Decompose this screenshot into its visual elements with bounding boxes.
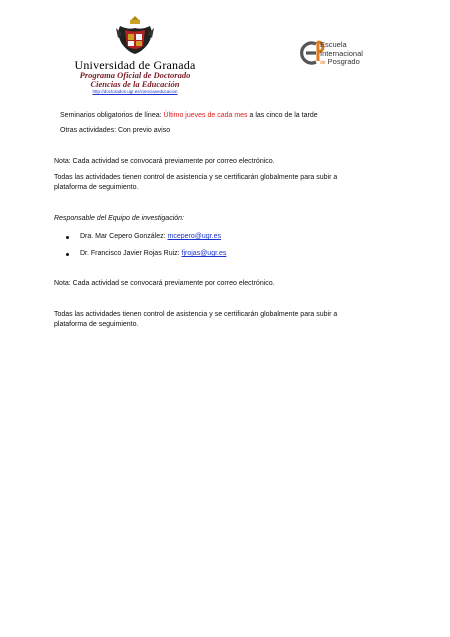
member-1-name: Dra. Mar Cepero González:	[80, 233, 168, 240]
team-member-1	[80, 232, 221, 241]
attendance-1-line-1: Todas las actividades tienen control de asistencia y se certificarán globalmente para subir a	[54, 174, 338, 181]
university-name: Universidad de Granada	[74, 58, 196, 72]
bullet-icon	[66, 236, 69, 239]
attendance-2-line-1: Todas las actividades tienen control de asistencia y se certificarán globalmente para subir a	[54, 311, 338, 318]
attendance-1-line-2: plataforma de seguimiento.	[54, 184, 139, 191]
seminars-highlight: Último jueves de cada mes	[163, 112, 248, 119]
team-heading: Responsable del Equipo de investigación:	[54, 215, 184, 222]
university-crest-icon	[112, 14, 158, 60]
team-member-2	[80, 249, 226, 258]
note-1: Nota: Cada actividad se convocará previamente por correo electrónico.	[54, 158, 275, 165]
school-line-3: de Posgrado	[320, 57, 360, 67]
member-2-email-link[interactable]: fjrojas@ugr.es	[181, 250, 227, 257]
program-title: Programa Oficial de Doctorado	[79, 70, 191, 80]
school-line-2: Internacional	[320, 48, 363, 58]
seminars-line	[60, 111, 318, 120]
note-2: Nota: Cada actividad se convocará previamente por correo electrónico.	[54, 280, 275, 287]
member-1-email-link[interactable]: mcepero@ugr.es	[167, 233, 221, 240]
member-2-name: Dr. Francisco Javier Rojas Ruiz:	[80, 250, 182, 257]
school-connector: de	[320, 60, 326, 67]
other-activities-line: Otras actividades: Con previo aviso	[60, 127, 171, 134]
school-line-1: Escuela	[320, 40, 347, 49]
attendance-2-line-2: plataforma de seguimiento.	[54, 321, 139, 328]
program-subtitle: Ciencias de la Educación	[90, 79, 180, 89]
seminars-suffix: a las cinco de la tarde	[247, 112, 318, 119]
program-url-link[interactable]: http://doctorados.ugr.es/cienciaseducacion	[92, 89, 178, 94]
seminars-prefix: Seminarios obligatorios de línea:	[60, 112, 164, 119]
bullet-icon	[66, 253, 69, 256]
escuela-posgrado-name	[320, 41, 363, 68]
